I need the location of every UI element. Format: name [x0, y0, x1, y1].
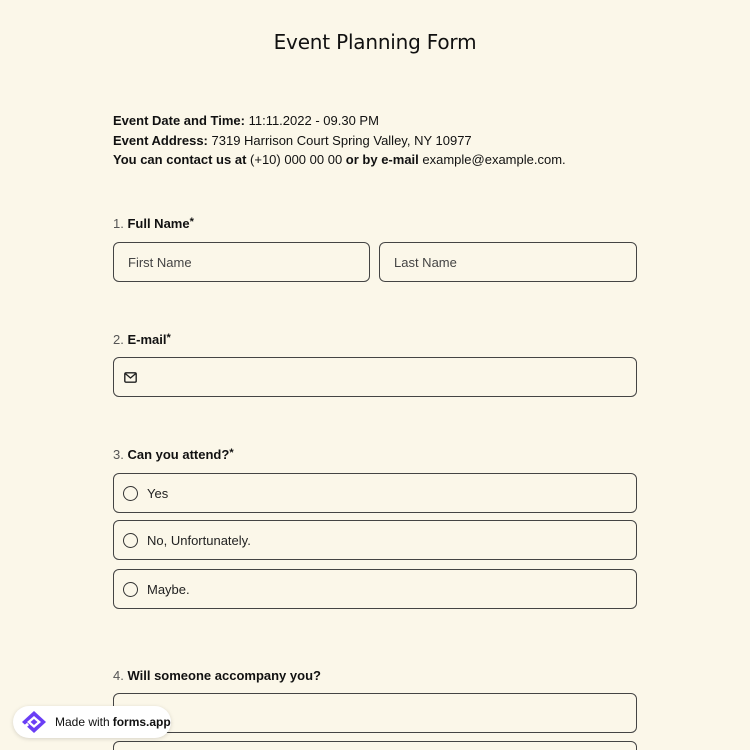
question-text: E-mail — [127, 332, 167, 347]
contact-phone: (+10) 000 00 00 — [246, 152, 346, 167]
contact-label: You can contact us at — [113, 152, 247, 167]
form-title: Event Planning Form — [273, 30, 477, 54]
question-accompany-label — [113, 668, 321, 683]
question-text: Will someone accompany you? — [127, 668, 321, 683]
question-attend-label — [113, 447, 234, 462]
badge-prefix: Made with — [55, 715, 110, 729]
required-mark: * — [166, 332, 171, 344]
event-address-label: Event Address: — [113, 132, 208, 148]
contact-line — [113, 150, 566, 170]
radio-option-no[interactable] — [113, 520, 637, 560]
last-name-placeholder: Last Name — [394, 254, 457, 270]
question-number: 2. — [113, 332, 124, 347]
event-address-line — [113, 131, 566, 151]
question-number: 3. — [113, 447, 124, 462]
radio-option-maybe[interactable] — [113, 569, 637, 609]
question-number: 1. — [113, 216, 124, 231]
made-with-badge[interactable] — [13, 706, 171, 738]
contact-email-label: e-mail — [381, 152, 419, 167]
event-date-label: Event Date and Time: — [113, 113, 245, 128]
radio-option-accompany-1[interactable] — [113, 693, 637, 733]
event-date-value: 11:11.2022 - 09.30 PM — [244, 113, 379, 128]
required-mark: * — [189, 216, 194, 228]
event-address-value: 7319 Harrison Court Spring Valley, NY 10977 — [207, 132, 472, 148]
option-label: Yes — [147, 485, 169, 501]
radio-circle[interactable] — [123, 533, 138, 548]
required-mark: * — [229, 447, 234, 459]
radio-option-accompany-2[interactable] — [113, 741, 637, 750]
option-label: No, Unfortunately. — [147, 532, 251, 548]
forms-app-logo-icon — [21, 710, 47, 734]
first-name-input[interactable] — [113, 242, 370, 282]
radio-circle[interactable] — [123, 486, 138, 501]
question-full-name-label — [113, 216, 194, 231]
event-info — [113, 111, 566, 170]
contact-or: or by — [345, 152, 382, 167]
question-text: Full Name — [127, 216, 190, 231]
last-name-input[interactable] — [379, 242, 637, 282]
question-email-label — [113, 332, 171, 347]
question-text: Can you attend? — [127, 447, 230, 462]
first-name-placeholder: First Name — [128, 254, 192, 270]
mail-icon — [124, 372, 137, 383]
radio-option-yes[interactable] — [113, 473, 637, 513]
contact-email: example@example.com. — [418, 152, 566, 167]
email-field[interactable] — [113, 357, 637, 397]
badge-brand: forms.app — [112, 715, 171, 729]
option-label: Maybe. — [147, 581, 190, 597]
question-number: 4. — [113, 668, 124, 683]
event-date-line — [113, 111, 566, 131]
radio-circle[interactable] — [123, 582, 138, 597]
